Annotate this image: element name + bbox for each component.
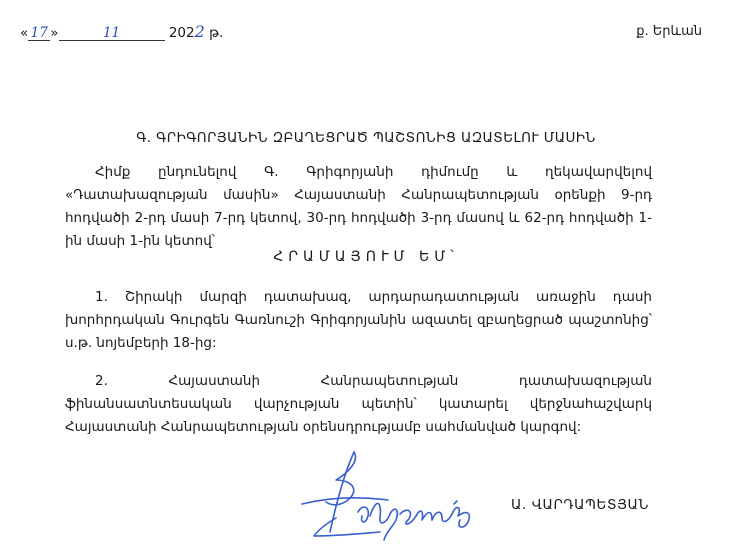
date-line bbox=[20, 22, 223, 41]
signer-name: Ա. ՎԱՐԴԱՊԵՏՅԱՆ bbox=[511, 497, 649, 513]
order-heading: ՀՐԱՄԱՅՈՒՄ ԵՄ՝ bbox=[273, 249, 459, 265]
city-label: ք. Երևան bbox=[636, 24, 702, 39]
date-close-quote: » bbox=[50, 25, 59, 41]
date-day: 17 bbox=[28, 26, 50, 41]
date-year-suffix: թ. bbox=[204, 25, 224, 41]
handwritten-signature bbox=[296, 440, 496, 545]
date-year-printed: 202 bbox=[168, 25, 195, 41]
order-item-1: 1. Շիրակի մարզի դատախազ, արդարադատության առաջին դասի խորհրդական Գուրգեն Գառնուշի Գրիգորյանին ազատել զբաղեցրած պաշտոնից՝ ս.թ. նոյեմբերի 18-ից: bbox=[65, 289, 652, 351]
date-month: 11 bbox=[59, 26, 165, 41]
intro-paragraph: Հիմք ընդունելով Գ. Գրիգորյանի դիմումը և ղեկավարվելով «Դատախազության մասին» Հայաստանի Հանրապետության օրենքի 9-րդ հոդվածի 2-րդ մասի 7-րդ կետով, 30-րդ հոդվածի 3-րդ մասով և 62-րդ հոդվածի 1-ին մասի 1-ին կետով՝ bbox=[65, 164, 652, 249]
document-title: Գ. ԳՐԻԳՈՐՅԱՆԻՆ ԶԲԱՂԵՑՐԱԾ ՊԱՇՏՈՆԻՑ ԱԶԱՏԵԼՈՒ ՄԱՍԻՆ bbox=[136, 130, 596, 146]
date-open-quote: « bbox=[20, 25, 29, 41]
order-item-2: 2. Հայաստանի Հանրապետության դատախազության ֆինանսատնտեսական վարչության պետին՝ կատարել վերջնահաշվարկ Հայաստանի Հանրապետության օրենսդրությամբ սահմանված կարգով: bbox=[65, 373, 652, 435]
date-year-handwritten: 2 bbox=[194, 22, 205, 41]
